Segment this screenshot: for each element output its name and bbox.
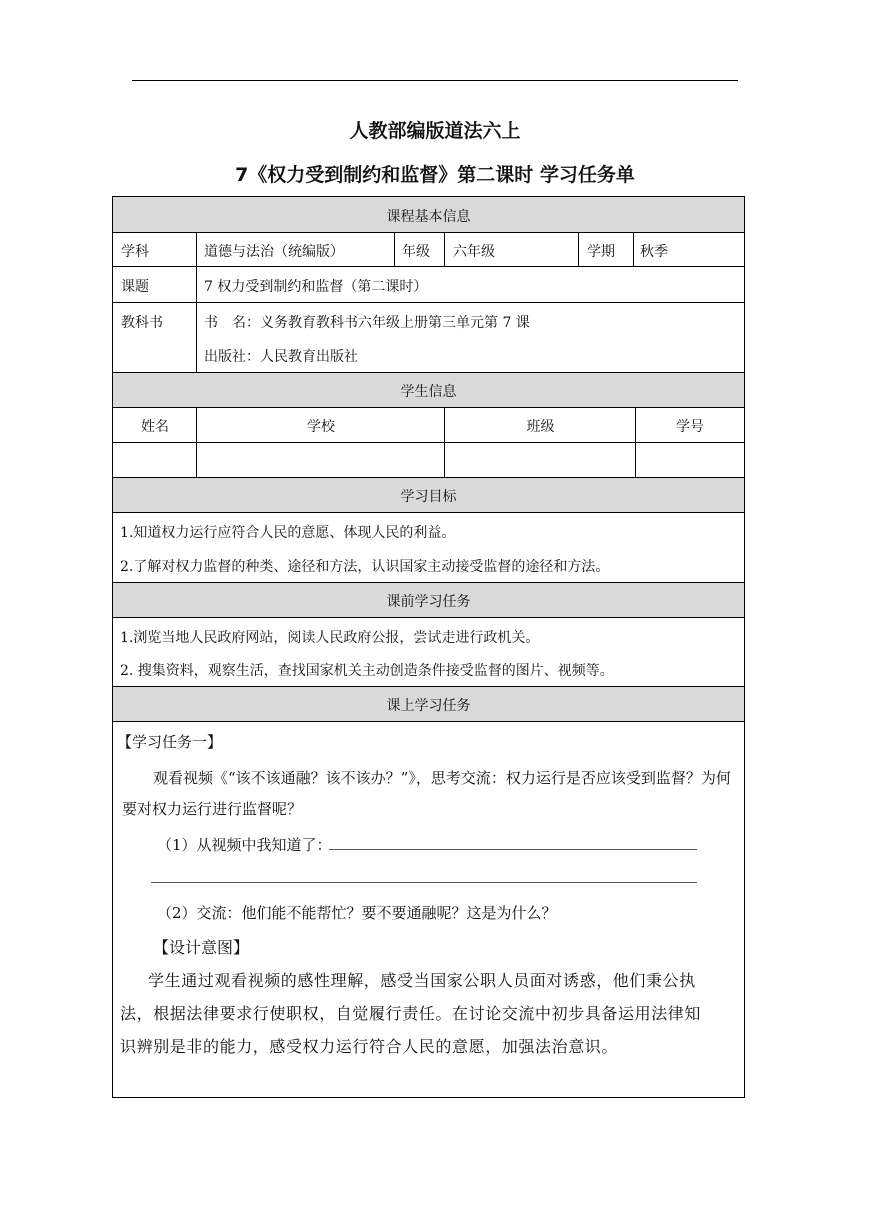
student-info-header <box>113 373 744 408</box>
design-text-line2: 法，根据法律要求行使职权，自觉履行责任。在讨论交流中初步具备运用法律知 <box>120 1004 702 1023</box>
topic-row <box>113 267 744 303</box>
topic-label: 课题 <box>121 279 149 295</box>
grade-label: 年级 <box>402 244 430 260</box>
student-id-column: 学号 <box>676 419 704 435</box>
school-column-cell <box>197 408 445 442</box>
student-id-column-cell <box>636 408 744 442</box>
textbook-label: 教科书 <box>121 315 163 331</box>
class-column-cell <box>445 408 636 442</box>
task1-text-line2: 要对权力运行进行监督呢？ <box>122 800 303 818</box>
pre-tasks-title: 课前学习任务 <box>386 594 471 610</box>
subject-label: 学科 <box>121 244 149 260</box>
term-value: 秋季 <box>640 244 668 260</box>
goal-item: 2.了解对权力监督的种类、途径和方法，认识国家主动接受监督的途径和方法。 <box>120 559 610 575</box>
name-entry-cell[interactable] <box>113 443 197 477</box>
course-info-title: 课程基本信息 <box>386 209 471 225</box>
question-1: （1）从视频中我知道了： <box>157 836 332 854</box>
textbook-publisher: 出版社：人民教育出版社 <box>204 349 358 365</box>
design-heading: 【设计意图】 <box>153 938 250 957</box>
pre-task-item: 1.浏览当地人民政府网站，阅读人民政府公报，尝试走进行政机关。 <box>120 630 540 646</box>
subject-row <box>113 233 744 267</box>
answer-line-1[interactable] <box>329 849 697 850</box>
topic-value-cell <box>197 267 744 302</box>
header-rule <box>132 80 738 81</box>
term-value-cell <box>634 233 744 266</box>
school-entry-cell[interactable] <box>197 443 445 477</box>
textbook-row <box>113 303 744 373</box>
task1-heading: 【学习任务一】 <box>117 733 223 751</box>
task1-text-line1: 观看视频《“该不该通融？该不该办？”》，思考交流：权力运行是否应该受到监督？为何 <box>153 769 731 787</box>
class-entry-cell[interactable] <box>445 443 636 477</box>
grade-value: 六年级 <box>453 244 495 260</box>
question-2: （2）交流：他们能不能帮忙？要不要通融呢？这是为什么？ <box>157 904 557 922</box>
task-sheet-table <box>112 196 745 1098</box>
pre-tasks-body <box>113 618 744 687</box>
goals-header <box>113 478 744 513</box>
subject-value-cell <box>197 233 395 266</box>
class-tasks-title: 课上学习任务 <box>386 698 471 714</box>
pre-tasks-header <box>113 583 744 618</box>
answer-line-2[interactable] <box>151 882 697 883</box>
page-subtitle: 7《权力受到制约和监督》第二课时 学习任务单 <box>235 164 635 186</box>
name-column-cell <box>113 408 197 442</box>
design-text-line3: 识辨别是非的能力，感受权力运行符合人民的意愿，加强法治意识。 <box>120 1037 619 1056</box>
student-id-entry-cell[interactable] <box>636 443 744 477</box>
term-label-cell <box>579 233 634 266</box>
subject-value: 道德与法治（统编版） <box>204 244 344 260</box>
course-info-header <box>113 197 744 233</box>
name-column: 姓名 <box>141 419 169 435</box>
pre-task-item: 2. 搜集资料，观察生活，查找国家机关主动创造条件接受监督的图片、视频等。 <box>120 663 614 679</box>
goals-body <box>113 513 744 583</box>
topic-label-cell <box>113 267 197 302</box>
design-text-line1: 学生通过观看视频的感性理解，感受当国家公职人员面对诱惑，他们秉公执 <box>148 971 696 990</box>
student-columns-row <box>113 408 744 443</box>
class-tasks-body <box>113 722 744 1097</box>
student-info-title: 学生信息 <box>400 384 457 400</box>
grade-label-cell <box>395 233 445 266</box>
textbook-title: 书 名：义务教育教科书六年级上册第三单元第 7 课 <box>204 315 530 331</box>
class-column: 班级 <box>526 419 555 435</box>
topic-value: 7 权力受到制约和监督（第二课时） <box>204 279 428 295</box>
goals-title: 学习目标 <box>400 489 457 505</box>
student-entry-row <box>113 443 744 478</box>
textbook-label-cell <box>113 303 197 372</box>
page-title: 人教部编版道法六上 <box>349 120 521 142</box>
subject-label-cell <box>113 233 197 266</box>
grade-value-cell <box>445 233 579 266</box>
textbook-value-cell <box>197 303 744 372</box>
class-tasks-header <box>113 687 744 722</box>
term-label: 学期 <box>587 244 615 260</box>
goal-item: 1.知道权力运行应符合人民的意愿、体现人民的利益。 <box>120 525 456 541</box>
school-column: 学校 <box>307 419 335 435</box>
